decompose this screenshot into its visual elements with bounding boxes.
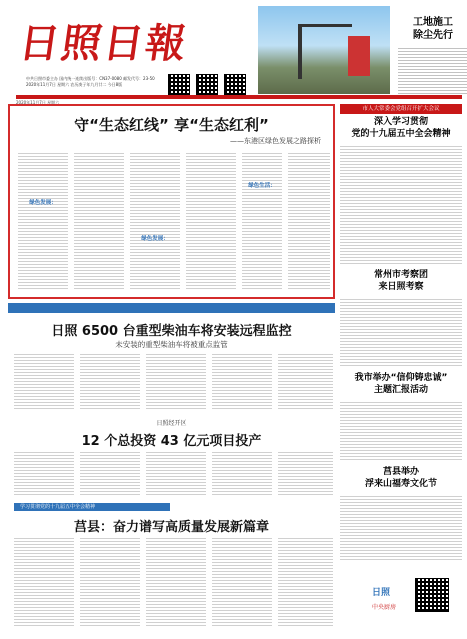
diesel-headline[interactable]: 日照 6500 台重型柴油车将安装远程监控 — [51, 324, 292, 339]
construction-photo — [258, 6, 390, 94]
article-column — [212, 352, 272, 410]
right-headline[interactable]: 常州市考察团 来日照考察 — [373, 270, 428, 292]
investment-kicker: 日照经开区 — [156, 420, 187, 427]
issue-date: 2020年11月7日 星期六 — [16, 100, 60, 105]
article-column — [340, 400, 462, 460]
right-headline[interactable]: 深入学习贯彻 党的十九届五中全会精神 — [351, 117, 451, 139]
investment-headline[interactable]: 12 个总投资 43 亿元项目投产 — [81, 434, 262, 449]
article-column — [146, 352, 206, 410]
right-banner: 市人大常委会党组召开扩大会议 — [340, 104, 462, 114]
right-headline[interactable]: 我市举办“信仰铸忠诚” 主题汇报活动 — [354, 373, 448, 395]
article-column — [74, 151, 124, 291]
qr-code-icon — [196, 74, 218, 96]
section-band — [8, 303, 335, 313]
article-column — [80, 450, 140, 495]
article-column — [242, 151, 282, 291]
article-column — [340, 144, 462, 264]
section-heading: 绿色发展： — [141, 236, 169, 242]
article-column — [130, 151, 180, 291]
qr-code-icon — [415, 578, 449, 612]
article-column — [14, 536, 74, 628]
article-column — [14, 450, 74, 495]
qr-codes — [168, 74, 246, 96]
footer-slogan: 中央厨房 — [372, 604, 397, 611]
juxian-headline[interactable]: 莒县：奋力谱写高质量发展新篇章 — [73, 520, 269, 535]
masthead-rule — [16, 95, 462, 99]
article-column — [18, 151, 68, 291]
article-column — [278, 352, 333, 410]
section-heading: 绿色发展： — [29, 200, 57, 206]
qr-code-icon — [168, 74, 190, 96]
article-column — [80, 352, 140, 410]
article-column — [278, 450, 333, 495]
diesel-subheadline: 未安装的重型柴油车将被重点监管 — [115, 340, 228, 349]
article-column — [340, 297, 462, 367]
article-column — [340, 494, 462, 560]
article-column — [80, 536, 140, 628]
article-column — [278, 536, 333, 628]
article-column — [212, 536, 272, 628]
juxian-bar: 学习贯彻党的十九届五中全会精神 — [14, 503, 170, 511]
featured-article[interactable] — [8, 104, 335, 299]
article-column — [288, 151, 330, 291]
qr-code-icon — [224, 74, 246, 96]
top-story-headline[interactable]: 工地施工 除尘先行 — [413, 17, 453, 41]
feature-subtitle: ——东港区绿色发展之路探析 — [230, 137, 321, 145]
article-column — [14, 352, 74, 410]
article-column — [146, 536, 206, 628]
masthead — [8, 6, 463, 98]
article-column — [212, 450, 272, 495]
footer-logo: 日照 — [372, 588, 391, 598]
section-heading: 绿色生活： — [248, 183, 276, 189]
right-headline[interactable]: 莒县举办 浮来山福寿文化节 — [364, 467, 437, 489]
newspaper-logo: 日照日報 — [16, 20, 191, 67]
masthead-meta: 中共日照市委主办 国内统一连续出版号：CN37-0080 邮发代号：23-50 2020年11月7日 星期六 农历庚子年九月廿二 今日8版 — [26, 76, 155, 87]
top-story-body — [398, 46, 467, 96]
feature-title: 守“生态红线” 享“生态红利” — [74, 116, 269, 134]
article-column — [186, 151, 236, 291]
article-column — [146, 450, 206, 495]
